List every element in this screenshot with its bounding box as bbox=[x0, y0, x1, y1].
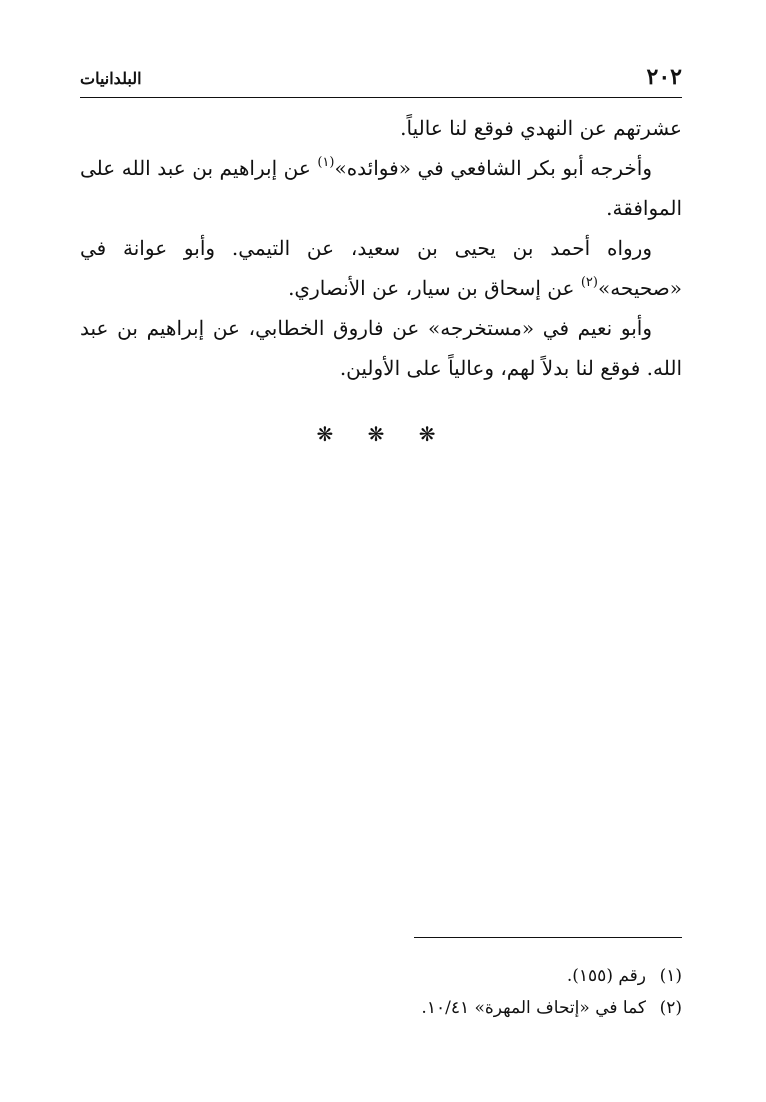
footnote-2 bbox=[200, 992, 682, 1024]
paragraph-2-text-a: وأخرجه أبو بكر الشافعي في «فوائده» bbox=[334, 156, 652, 180]
paragraph-2 bbox=[80, 148, 682, 228]
paragraph-4-text: وأبو نعيم في «مستخرجه» عن فاروق الخطابي، عن إبراهيم بن عبد الله. فوقع لنا بدلاً لهم، وعالياً على الأولين. bbox=[80, 316, 682, 380]
paragraph-3-text-b: عن إسحاق بن سيار، عن الأنصاري. bbox=[288, 276, 581, 300]
footnote-number: (١) bbox=[659, 966, 682, 986]
paragraph-1-text: عشرتهم عن النهدي فوقع لنا عالياً. bbox=[400, 116, 682, 140]
running-title: البلدانيات bbox=[80, 69, 142, 88]
paragraph-4 bbox=[80, 308, 682, 388]
footnote-text: كما في «إتحاف المهرة» ١٠/٤١. bbox=[421, 998, 646, 1018]
paragraph-2-text-b: عن إبراهيم بن عبد الله على الموافقة. bbox=[80, 156, 682, 220]
footnote-text: رقم (١٥٥). bbox=[566, 966, 646, 986]
main-text bbox=[80, 108, 682, 388]
paragraph-1 bbox=[80, 108, 682, 148]
footnote-ref-1[interactable]: (١) bbox=[317, 155, 335, 170]
footnotes bbox=[200, 960, 682, 1024]
header-rule bbox=[80, 97, 682, 98]
page-number: ٢٠٢ bbox=[646, 64, 682, 90]
footnote-number: (٢) bbox=[659, 998, 682, 1018]
page-header bbox=[80, 62, 682, 96]
footnote-rule bbox=[414, 937, 682, 938]
footnote-ref-2[interactable]: (٢) bbox=[580, 275, 598, 290]
paragraph-3 bbox=[80, 228, 682, 308]
footnote-1 bbox=[200, 960, 682, 992]
paragraph-3-text-a: ورواه أحمد بن يحيى بن سعيد، عن التيمي. وأبو عوانة في «صحيحه» bbox=[80, 236, 682, 300]
section-separator: ❋ ❋ ❋ bbox=[316, 422, 450, 446]
